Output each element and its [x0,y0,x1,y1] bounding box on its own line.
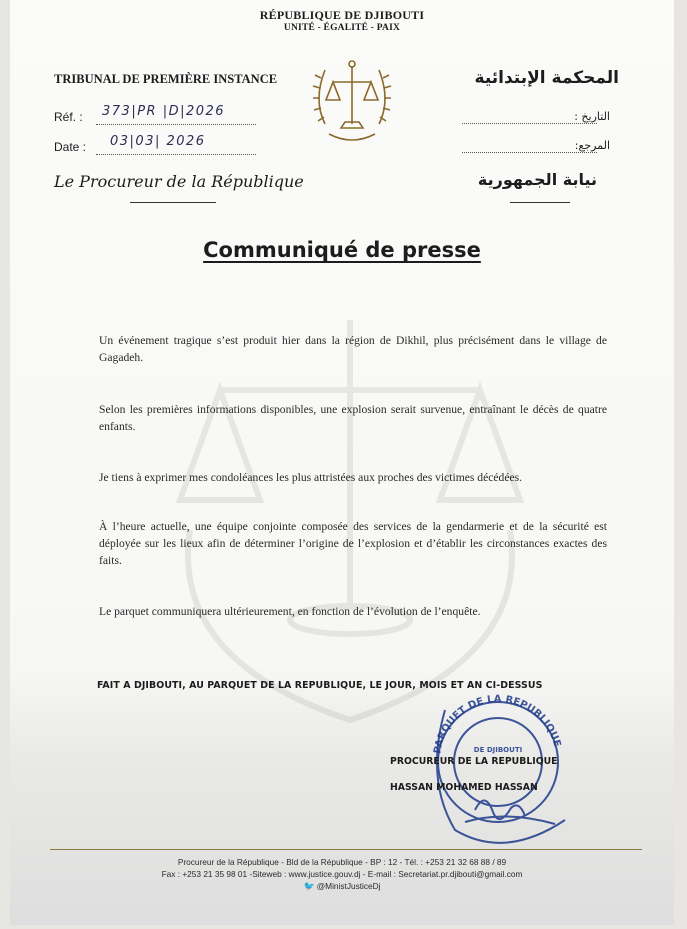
signatory-name: HASSAN MOHAMED HASSAN [390,782,538,793]
scales-of-justice-emblem-icon [311,54,393,146]
republic-name: RÉPUBLIQUE DE DJIBOUTI [259,8,425,22]
footer-twitter [10,881,674,892]
footer-contact: Fax : +253 21 35 98 01 -Siteweb : www.justice.gouv.dj - E-mail : Secretariat.pr.djibouti@gmail.com [161,869,523,879]
paragraph-2: Selon les premières informations disponibles, une explosion serait survenue, entraînant le décès de quatre enfants. [99,403,607,433]
ref-value: 373|PR |D|2026 [102,104,226,119]
page-title: Communiqué de presse [203,238,481,262]
tribunal-name-fr: TRIBUNAL DE PREMIÈRE INSTANCE [54,72,278,86]
official-stamp-icon [415,690,580,850]
footer-divider [50,849,642,850]
twitter-bird-icon: 🐦 [303,881,315,891]
date-label: Date : [54,140,87,154]
footer-address: Procureur de la République - Bld de la République - BP : 12 - Tél. : +253 21 32 68 88 / 89 [177,857,507,867]
ar-date-label: التاريخ : [574,110,610,123]
ar-ref-label: المرجع: [574,139,610,152]
paragraph-4: À l’heure actuelle, une équipe conjointe composée des services de la gendarmerie et de la sécurité est déployée sur les lieux afin de déterminer l’origine de l’explosion et d’établir les circonstances exactes des faits. [99,520,607,567]
tribunal-name-ar: المحكمة الإبتدائية [474,68,619,88]
date-dotted-line [96,154,256,155]
ar-ref-dotted-line [462,152,597,153]
signatory-title: PROCUREUR DE LA REPUBLIQUE [390,756,558,767]
ar-date-dotted-line [462,123,597,124]
paragraph-3: Je tiens à exprimer mes condoléances les plus attristées aux proches des victimes décédées. [99,471,523,484]
stamp-outer-text: PARQUET DE LA REPUBLIQUE [432,693,563,755]
paragraph-1: Un événement tragique s’est produit hier dans la région de Dikhil, plus précisément dans le village de Gagadeh. [99,334,607,364]
paragraph-5: Le parquet communiquera ultérieurement, en fonction de l’évolution de l’enquête. [99,605,481,618]
stamp-inner-text: DE DJIBOUTI [473,746,523,754]
ref-label: Réf. : [54,110,83,124]
closing-formula: FAIT A DJIBOUTI, AU PARQUET DE LA REPUBLIQUE, LE JOUR, MOIS ET AN CI-DESSUS [97,680,543,691]
twitter-handle: @MinistJusticeDj [316,881,381,891]
divider [130,202,216,203]
national-motto: UNITÉ - ÉGALITÉ - PAIX [283,23,401,33]
document-page [10,0,674,925]
procureur-title-ar: نيابة الجمهورية [477,170,597,189]
date-value: 03|03| 2026 [110,134,206,149]
divider [510,202,570,203]
ref-dotted-line [96,124,256,125]
procureur-title-fr: Le Procureur de la République [54,172,304,191]
